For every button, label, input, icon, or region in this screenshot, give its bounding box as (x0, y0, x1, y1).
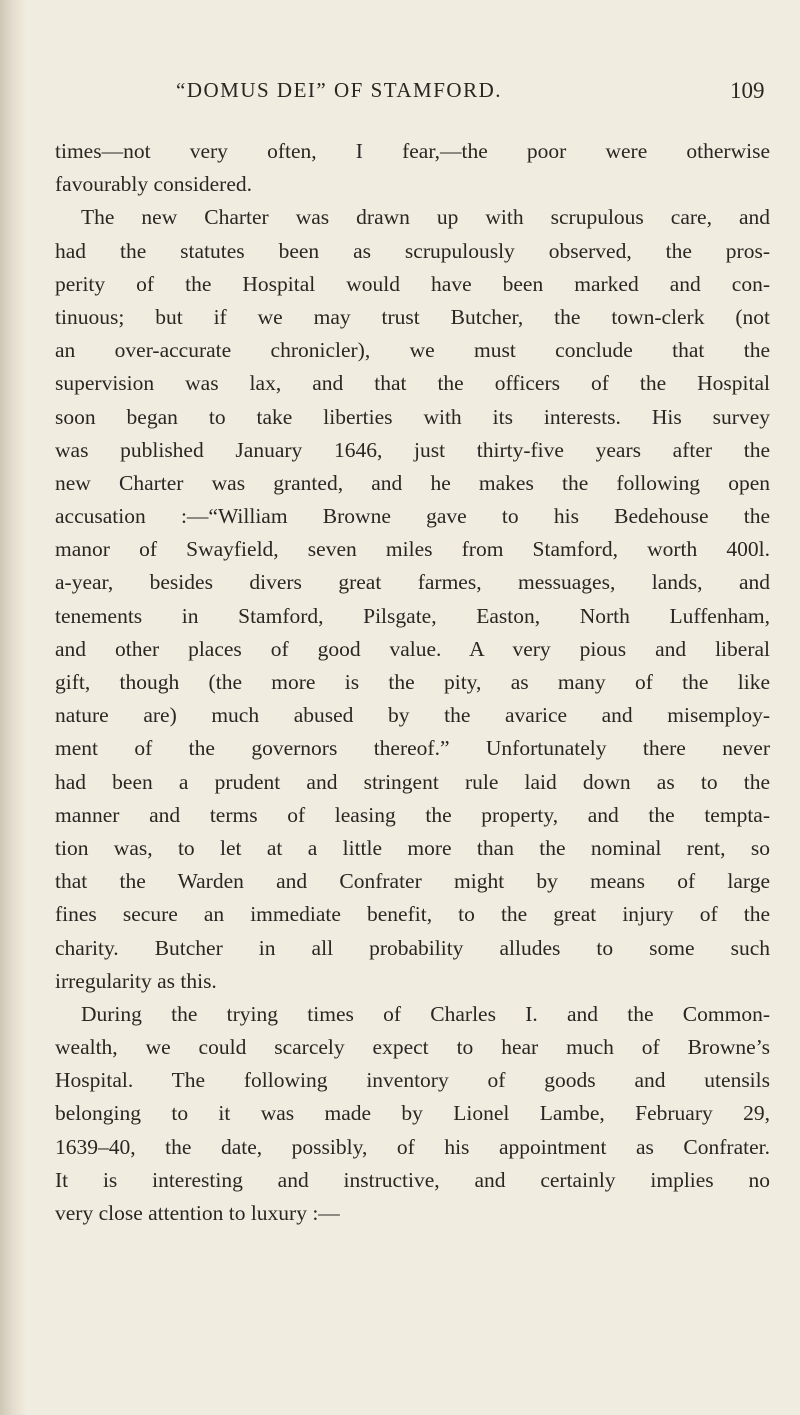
text-line: soon began to take liberties with its interests. His survey (55, 404, 770, 429)
text-line: nature are) much abused by the avarice and misemploy- (55, 703, 770, 728)
text-line: accusation :—“William Browne gave to his Bedehouse the (55, 504, 770, 529)
text-line: tion was, to let at a little more than the nominal rent, so (55, 835, 770, 860)
running-title: “DOMUS DEI” OF STAMFORD. (176, 78, 503, 102)
text-line: favourably considered. (55, 172, 253, 197)
text-line: The new Charter was drawn up with scrupulous care, and (81, 205, 770, 230)
text-line: and other places of good value. A very pious and liberal (55, 636, 770, 661)
text-line: belonging to it was made by Lionel Lambe, February 29, (55, 1101, 770, 1126)
body-text (55, 135, 770, 1230)
text-line: It is interesting and instructive, and certainly implies no (55, 1167, 770, 1192)
page-gutter-shadow (0, 0, 26, 1415)
text-line: had been a prudent and stringent rule laid down as to the (55, 769, 770, 794)
text-line: supervision was lax, and that the officers of the Hospital (55, 371, 770, 396)
text-line: that the Warden and Confrater might by means of large (55, 869, 770, 894)
text-line: ment of the governors thereof.” Unfortunately there never (55, 736, 770, 761)
text-line: 1639–40, the date, possibly, of his appointment as Confrater. (55, 1134, 770, 1159)
text-line: wealth, we could scarcely expect to hear much of Browne’s (55, 1035, 770, 1060)
page-header (0, 78, 800, 118)
text-line: times—not very often, I fear,—the poor were otherwise (55, 139, 770, 163)
text-line: perity of the Hospital would have been marked and con- (55, 271, 770, 296)
text-line: irregularity as this. (55, 968, 217, 993)
text-line: fines secure an immediate benefit, to the great injury of the (55, 902, 770, 927)
text-line: new Charter was granted, and he makes the following open (55, 470, 770, 495)
text-line: very close attention to luxury :— (55, 1201, 340, 1225)
text-line: During the trying times of Charles I. and the Common- (81, 1001, 770, 1026)
text-line: Hospital. The following inventory of goods and utensils (55, 1068, 770, 1093)
text-line: manor of Swayfield, seven miles from Stamford, worth 400l. (55, 537, 770, 562)
text-line: gift, though (the more is the pity, as many of the like (55, 670, 770, 694)
text-line: charity. Butcher in all probability alludes to some such (55, 935, 770, 960)
page-number: 109 (730, 78, 765, 103)
text-line: was published January 1646, just thirty-five years after the (55, 437, 770, 462)
text-line: a-year, besides divers great farmes, messuages, lands, and (55, 570, 770, 595)
text-line: tinuous; but if we may trust Butcher, the town-clerk (not (55, 304, 770, 329)
text-line: an over-accurate chronicler), we must conclude that the (55, 338, 770, 363)
text-line: manner and terms of leasing the property, and the tempta- (55, 802, 770, 827)
text-line: had the statutes been as scrupulously observed, the pros- (55, 238, 770, 263)
text-line: tenements in Stamford, Pilsgate, Easton, North Luffenham, (55, 603, 770, 628)
